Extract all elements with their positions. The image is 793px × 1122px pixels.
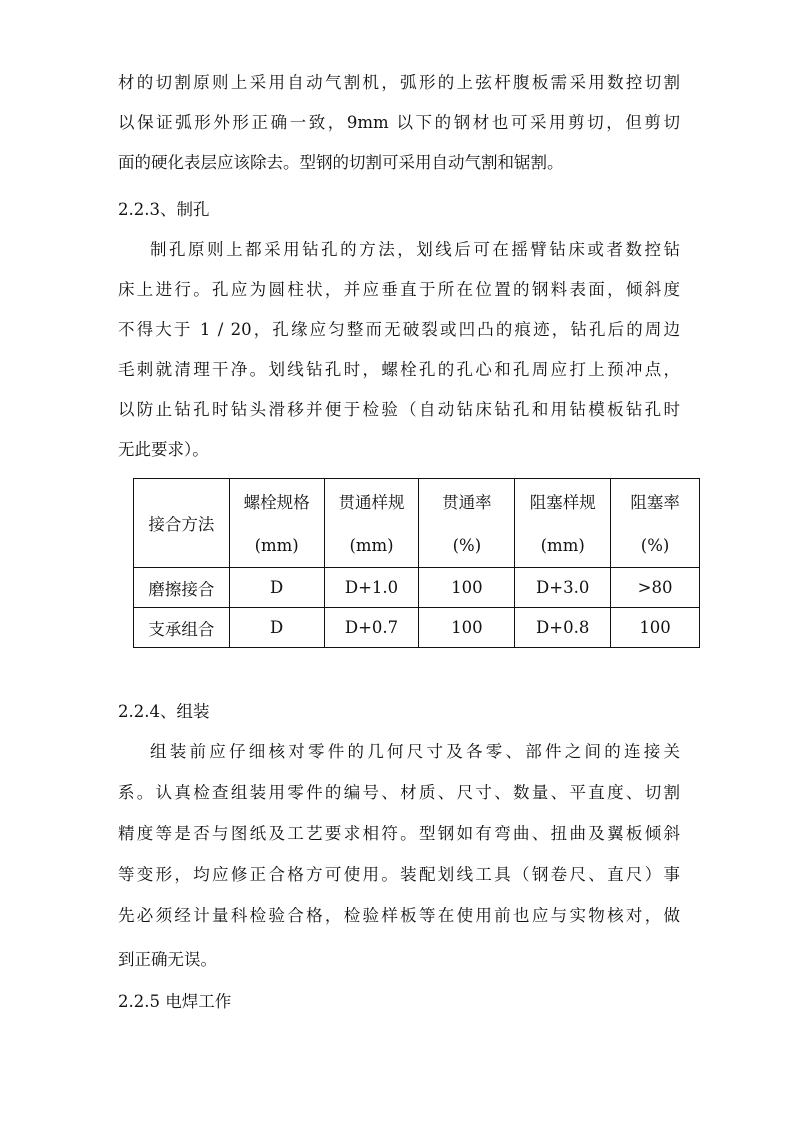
text-line: 材的切割原则上采用自动气割机，弧形的上弦杆腹板需采用数控切割 xyxy=(118,73,680,92)
bolt-hole-gauge-table xyxy=(133,478,700,648)
table-cell: D+0.7 xyxy=(324,608,419,648)
header-unit: (mm) xyxy=(324,523,419,568)
table-header-row xyxy=(134,479,700,524)
text-line: 以防止钻孔时钻头滑移并便于检验（自动钻床钻孔和用钻模板钻孔时 xyxy=(118,400,680,419)
table-cell: 支承组合 xyxy=(134,608,230,648)
text-line: 精度等是否与图纸及工艺要求相符。型钢如有弯曲、扭曲及翼板倾斜 xyxy=(118,824,680,843)
text-line: 制孔原则上都采用钻孔的方法，划线后可在摇臂钻床或者数控钻 xyxy=(150,240,680,259)
header-unit: (%) xyxy=(611,523,700,568)
text-line: 系。认真检查组装用零件的编号、材质、尺寸、数量、平直度、切割 xyxy=(118,783,680,802)
table-cell: D xyxy=(229,568,324,608)
text-line: 面的硬化表层应该除去。型钢的切割可采用自动气割和锯割。 xyxy=(118,153,564,172)
table-cell: 100 xyxy=(419,568,515,608)
table-cell: 磨擦接合 xyxy=(134,568,230,608)
table-row xyxy=(134,568,700,608)
text-line: 先必须经计量科检验合格，检验样板等在使用前也应与实物核对，做 xyxy=(118,906,680,925)
header-cell: 接合方法 xyxy=(134,479,230,568)
section-heading-224: 2.2.4、组装 xyxy=(118,702,210,721)
header-cell: 螺栓规格 xyxy=(229,479,324,524)
header-unit: (%) xyxy=(419,523,515,568)
header-unit: (mm) xyxy=(229,523,324,568)
table-cell: D xyxy=(229,608,324,648)
section-heading-225: 2.2.5 电焊工作 xyxy=(118,992,232,1011)
table-cell: D+3.0 xyxy=(515,568,611,608)
table-cell: 100 xyxy=(419,608,515,648)
text-line: 等变形，均应修正合格方可使用。装配划线工具（钢卷尺、直尺）事 xyxy=(118,865,680,884)
text-line: 无此要求）。 xyxy=(118,440,209,459)
table-cell: D+0.8 xyxy=(515,608,611,648)
header-cell: 贯通样规 xyxy=(324,479,419,524)
text-line: 床上进行。孔应为圆柱状，并应垂直于所在位置的钢料表面，倾斜度 xyxy=(118,280,680,299)
table-cell: D+1.0 xyxy=(324,568,419,608)
text-line: 以保证弧形外形正确一致，9mm 以下的钢材也可采用剪切，但剪切 xyxy=(118,113,680,132)
section-heading-223: 2.2.3、制孔 xyxy=(118,200,210,219)
table-cell: 100 xyxy=(611,608,700,648)
text-line: 到正确无误。 xyxy=(118,950,217,969)
header-cell: 阻塞样规 xyxy=(515,479,611,524)
text-line: 组装前应仔细核对零件的几何尺寸及各零、部件之间的连接关 xyxy=(150,742,680,761)
text-line: 不得大于 1 / 20，孔缘应匀整而无破裂或凹凸的痕迹，钻孔后的周边 xyxy=(118,320,680,339)
header-unit: (mm) xyxy=(515,523,611,568)
table-row xyxy=(134,608,700,648)
header-cell: 阻塞率 xyxy=(611,479,700,524)
text-line: 毛刺就清理干净。划线钻孔时，螺栓孔的孔心和孔周应打上预冲点， xyxy=(118,360,680,379)
table-cell: >80 xyxy=(611,568,700,608)
header-cell: 贯通率 xyxy=(419,479,515,524)
